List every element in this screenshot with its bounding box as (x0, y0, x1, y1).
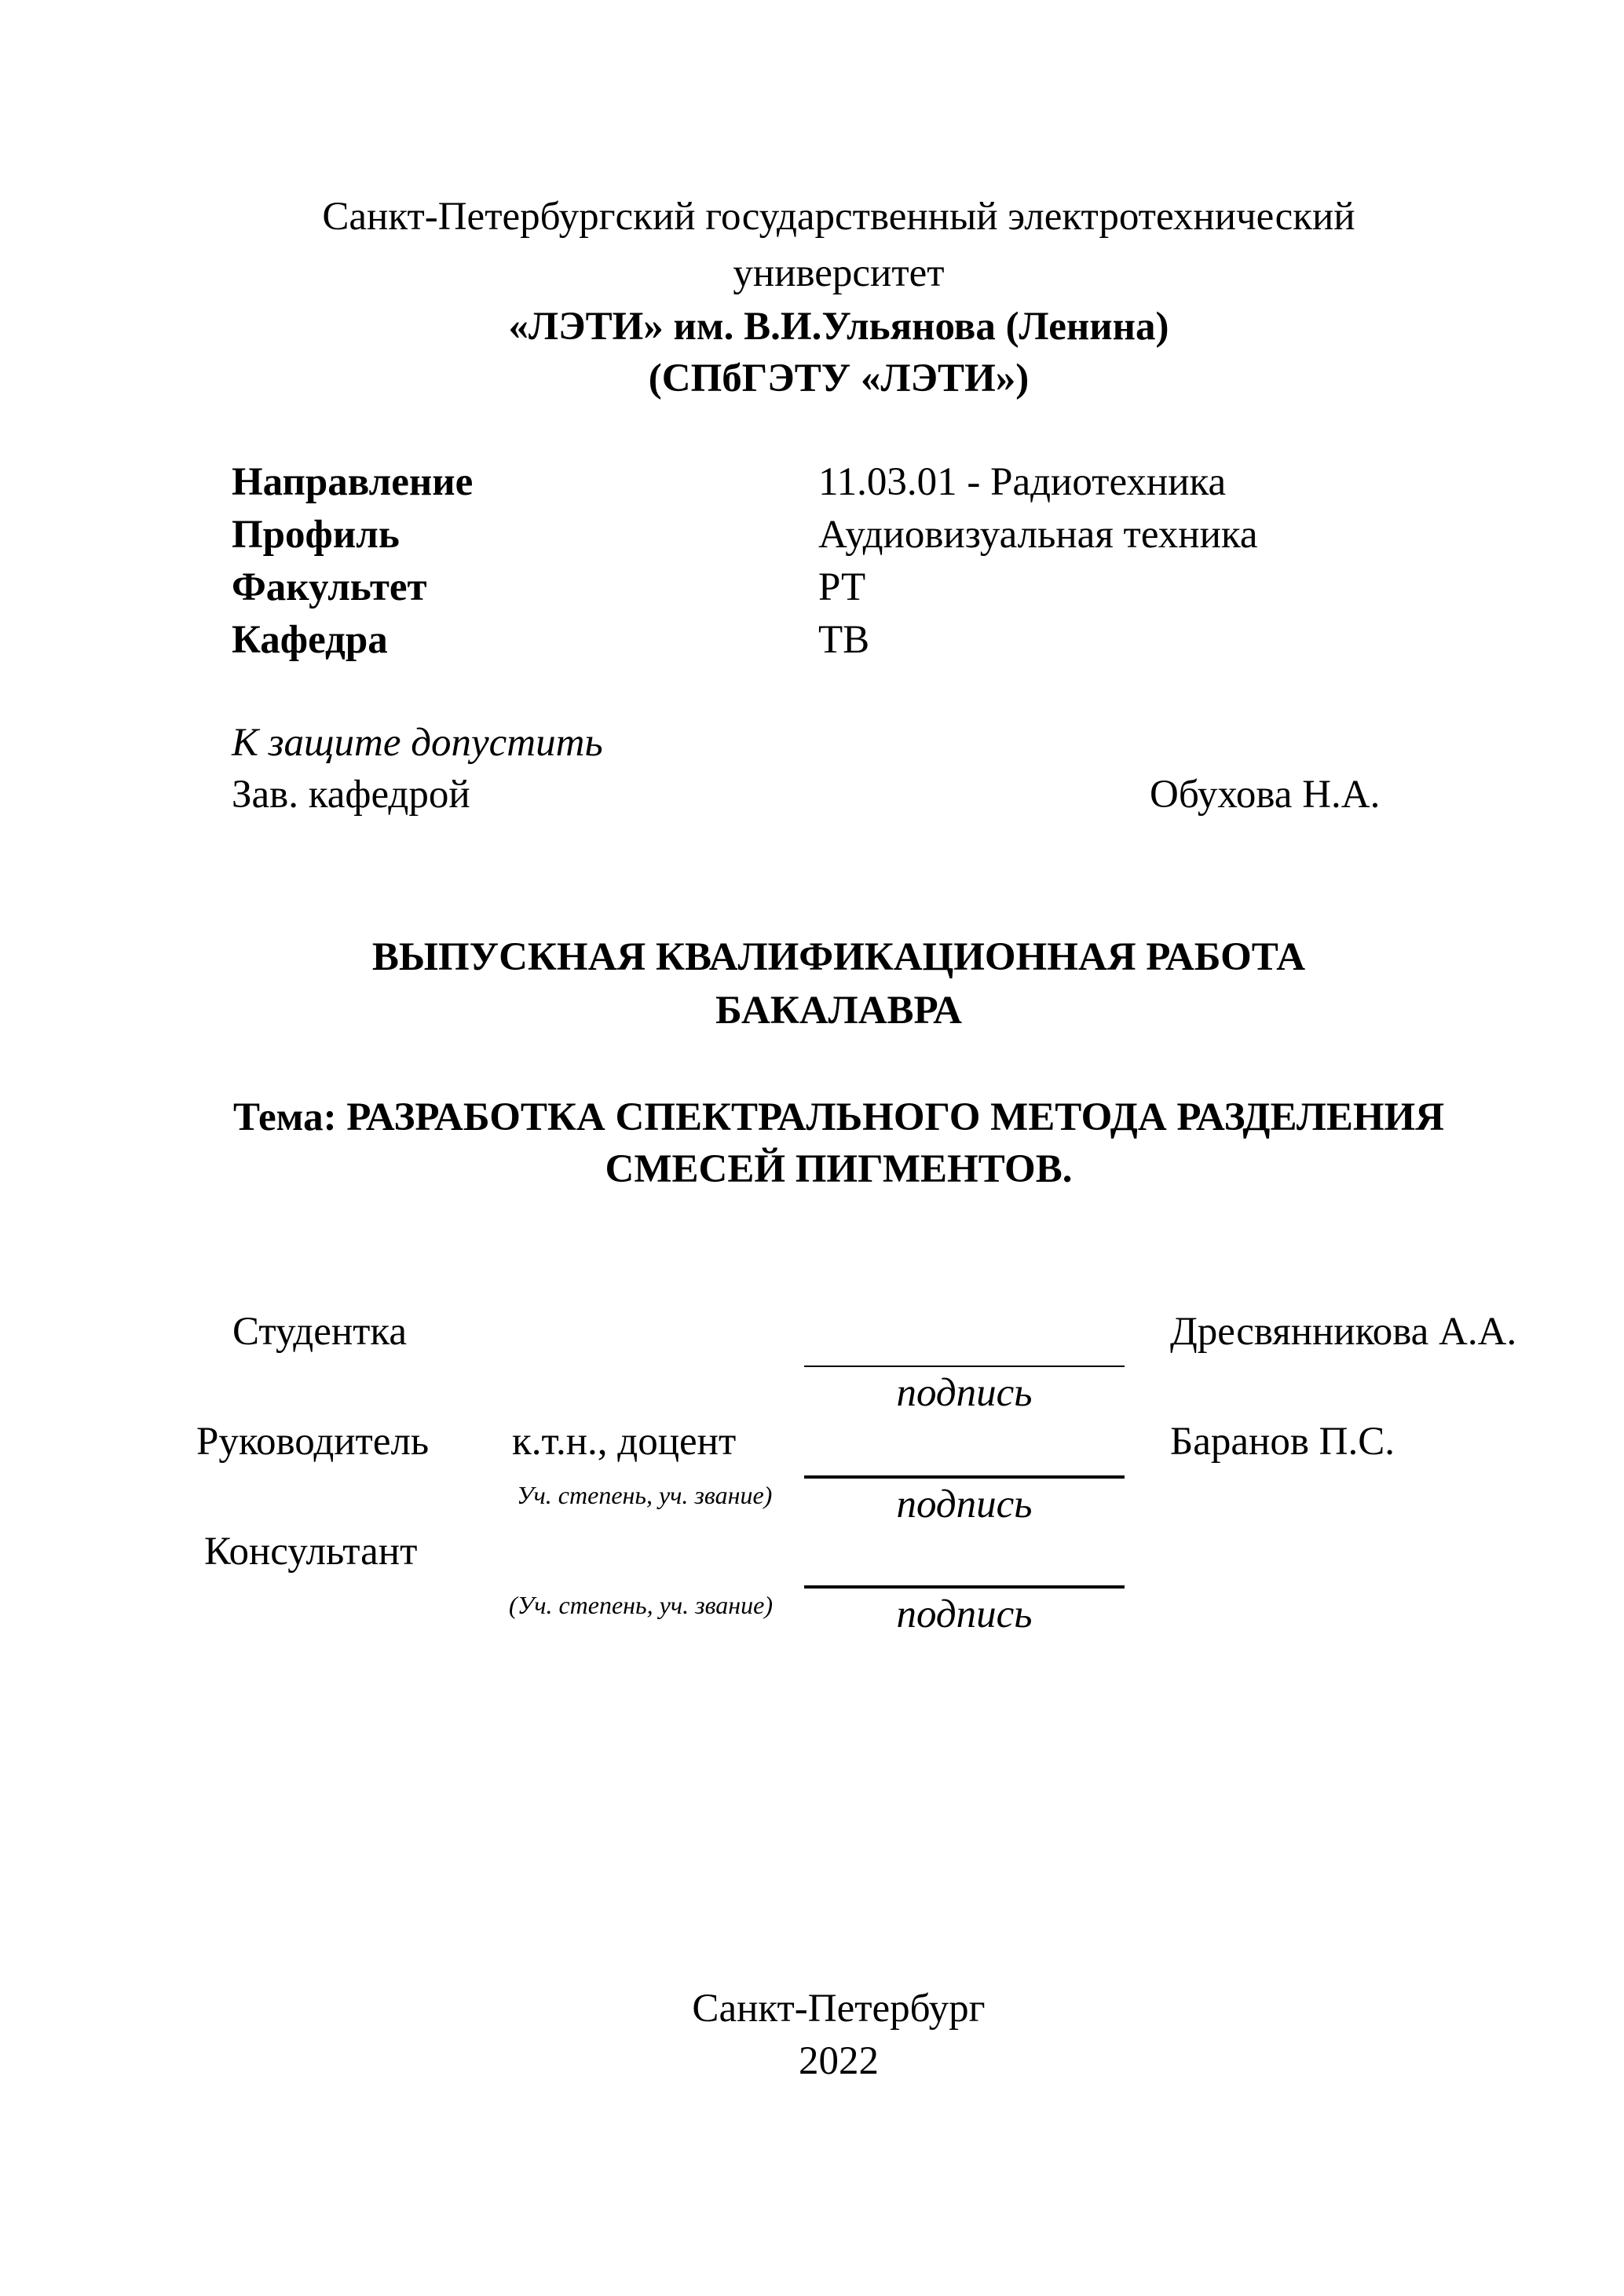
university-name-line-2: университет (733, 251, 945, 295)
admission-note: К защите допустить (232, 721, 603, 765)
direction-value: 11.03.01 - Радиотехника (818, 460, 1227, 504)
theme-line-1: Тема: РАЗРАБОТКА СПЕКТРАЛЬНОГО МЕТОДА РАЗДЕЛЕНИЯ (232, 1095, 1445, 1139)
profile-value: Аудиовизуальная техника (818, 513, 1258, 557)
department-label: Кафедра (232, 618, 388, 662)
footer-city: Санкт-Петербург (692, 1987, 986, 2031)
consultant-role-label: Консультант (204, 1530, 418, 1574)
consultant-signature-caption: подпись (896, 1592, 1033, 1636)
head-of-department-name: Обухова Н.А. (1150, 773, 1381, 817)
work-title-line-1: ВЫПУСКНАЯ КВАЛИФИКАЦИОННАЯ РАБОТА (371, 935, 1306, 979)
supervisor-name: Баранов П.С. (1170, 1420, 1395, 1464)
footer-year: 2022 (799, 2039, 879, 2083)
supervisor-qualification-note: Уч. степень, уч. звание) (517, 1481, 773, 1509)
faculty-label: Факультет (232, 565, 427, 609)
university-name-line-3: «ЛЭТИ» им. В.И.Ульянова (Ленина) (508, 305, 1169, 349)
theme-line-2: СМЕСЕЙ ПИГМЕНТОВ. (605, 1147, 1073, 1191)
faculty-value: РТ (818, 565, 866, 609)
university-name-line-4: (СПбГЭТУ «ЛЭТИ») (648, 356, 1030, 400)
direction-label: Направление (232, 460, 474, 504)
university-name-line-1: Санкт-Петербургский государственный электротехнический (322, 195, 1355, 239)
student-role-label: Студентка (232, 1310, 408, 1354)
head-of-department-label: Зав. кафедрой (232, 773, 470, 817)
profile-label: Профиль (232, 513, 400, 557)
work-title-line-2: БАКАЛАВРА (715, 989, 962, 1033)
student-signature-caption: подпись (896, 1371, 1033, 1415)
department-value: ТВ (818, 618, 870, 662)
supervisor-role-label: Руководитель (196, 1420, 430, 1464)
supervisor-qualification: к.т.н., доцент (512, 1420, 737, 1464)
student-name: Дресвянникова А.А. (1170, 1310, 1517, 1354)
consultant-qualification-note: (Уч. степень, уч. звание) (509, 1591, 773, 1619)
supervisor-signature-caption: подпись (896, 1483, 1033, 1526)
